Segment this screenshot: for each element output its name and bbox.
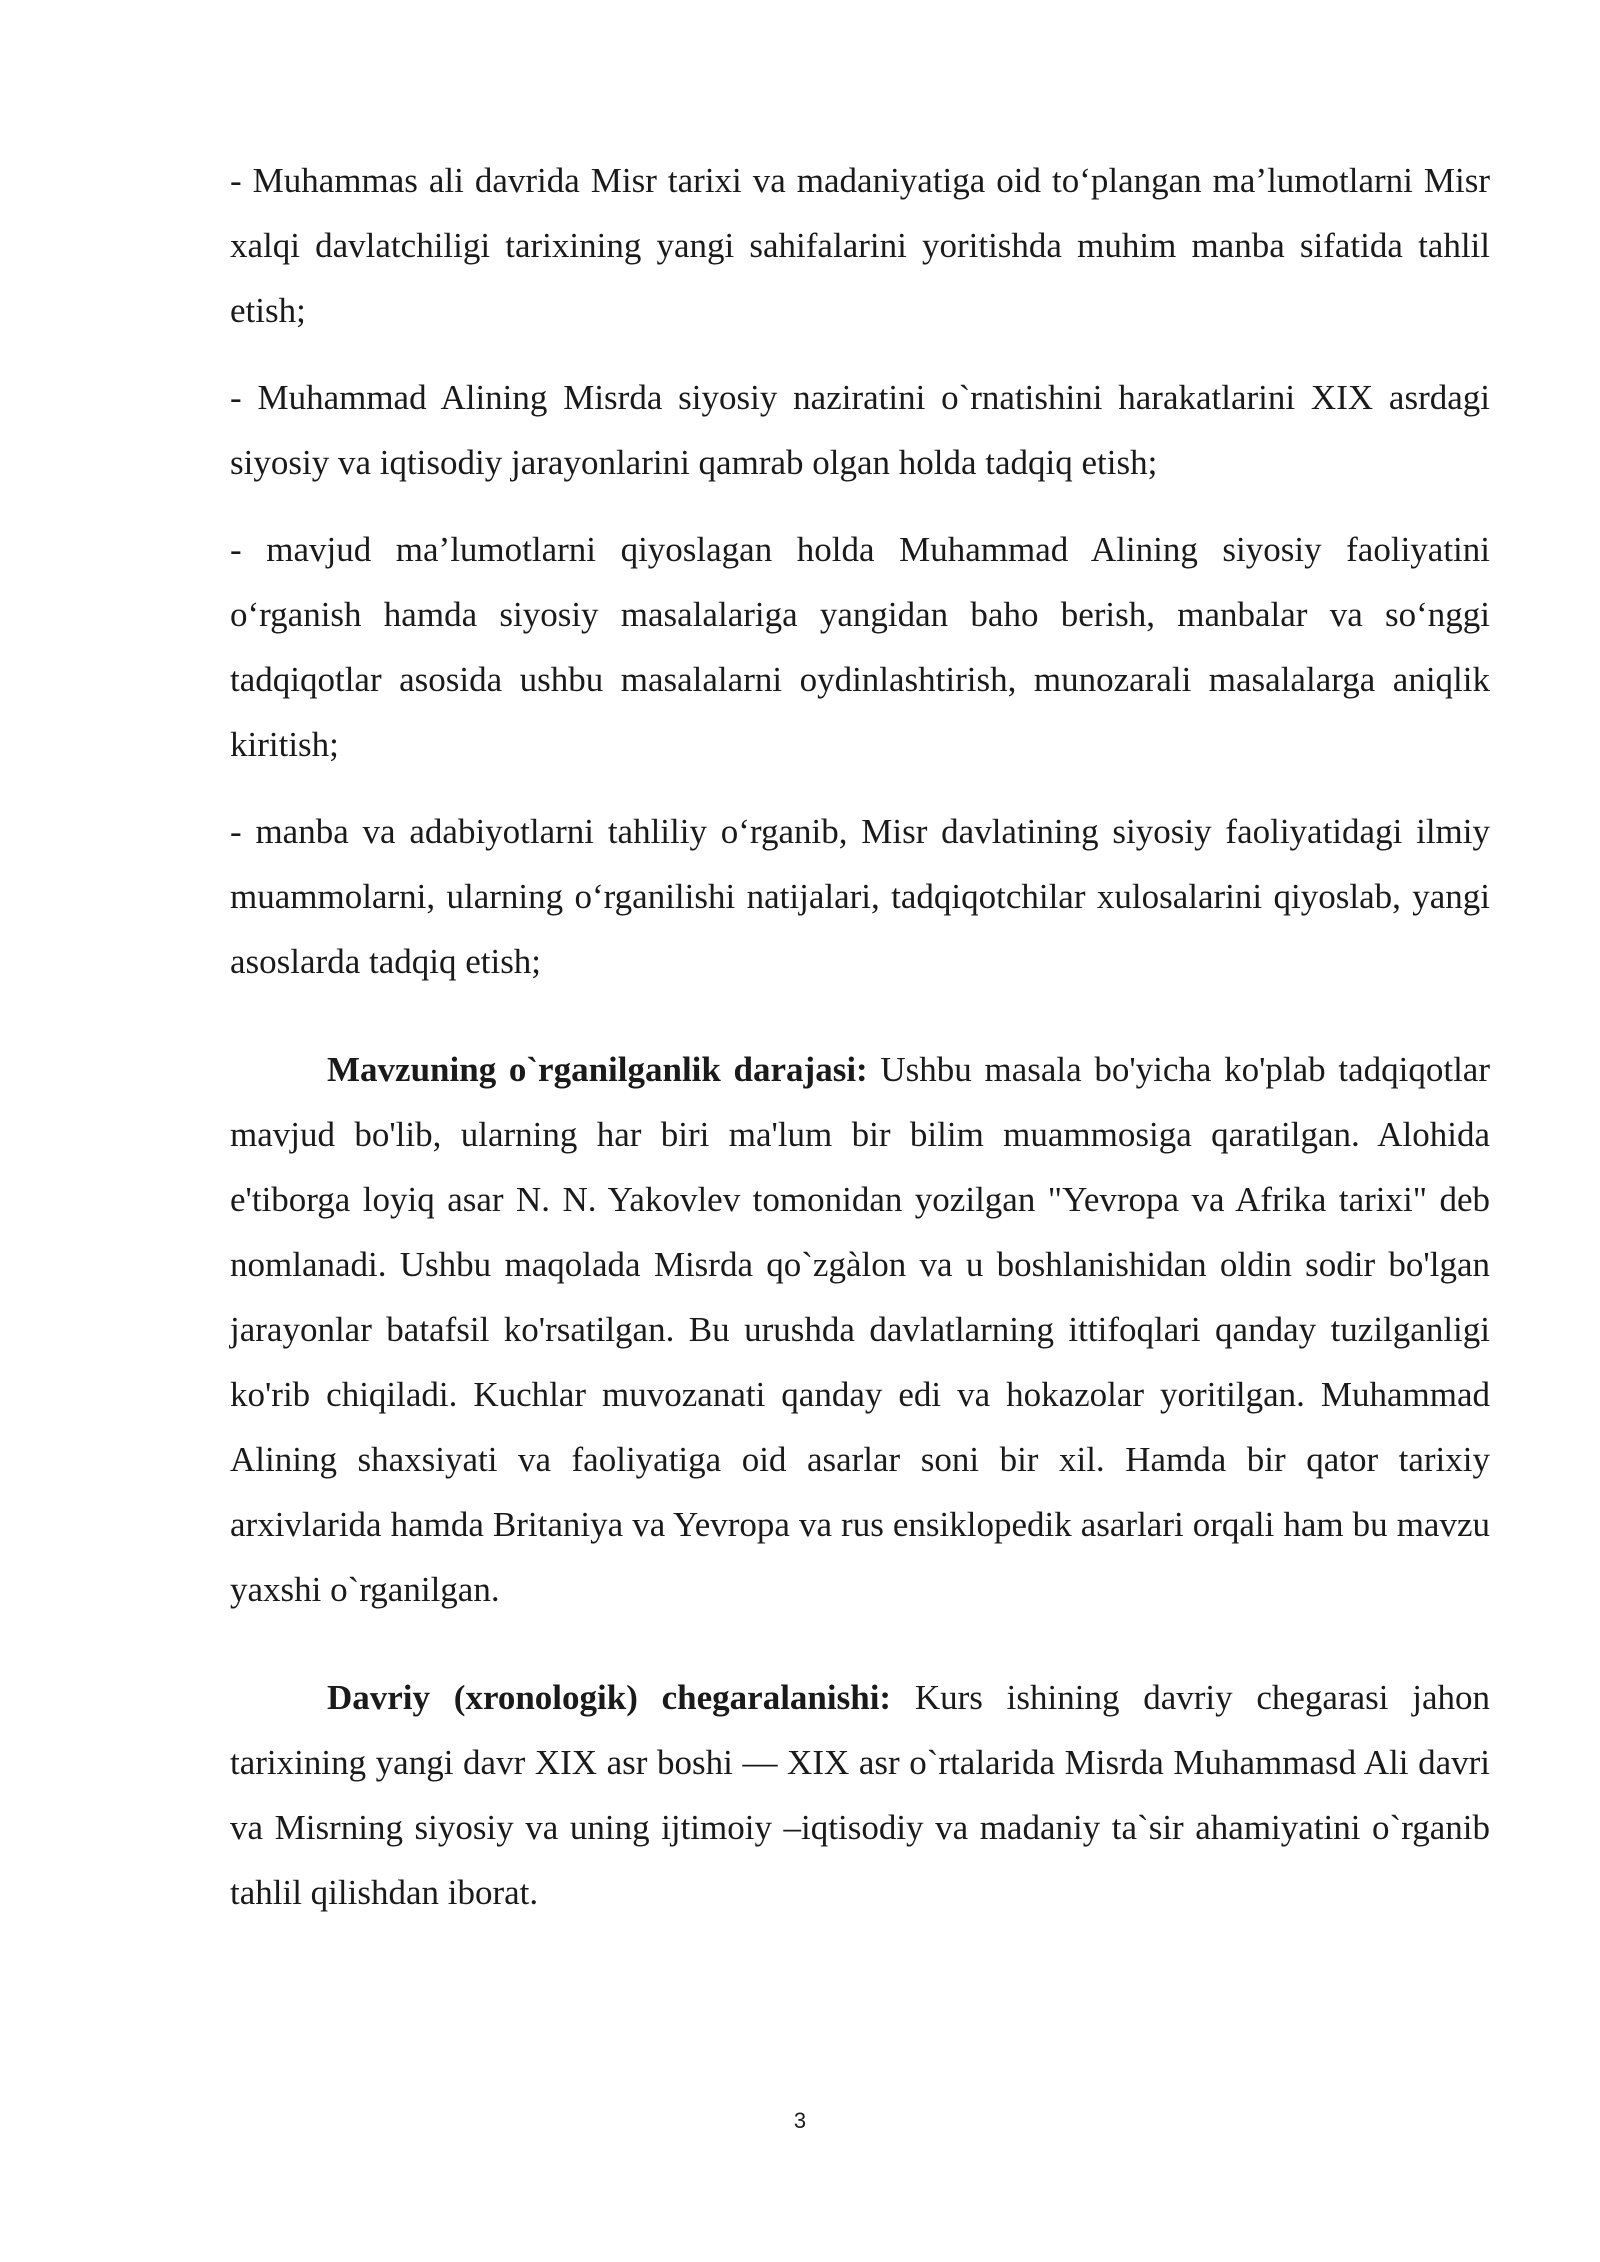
objective-item-2: - Muhammad Alining Misrda siyosiy naziratini o`rnatishini harakatlarini XIX asrdagi siyosiy va iqtisodiy jarayonlarini qamrab olgan holda tadqiq etish; (230, 378, 1490, 482)
chronology-heading: Davriy (xronologik) chegaralanishi: (327, 1678, 892, 1717)
study-level-text: Ushbu masala bo'yicha ko'plab tadqiqotlar mavjud bo'lib, ularning har biri ma'lum bir bilim muammosiga qaratilgan. Alohida e'tiborga loyiq asar N. N. Yakovlev tomonidan yozilgan "Yevropa va Afrika tarixi" deb nomlanadi. Ushbu maqolada Misrda qo`zgàlon va u boshlanishidan oldin sodir bo'lgan jarayonlar batafsil ko'rsatilgan. Bu urushda davlatlarning ittifoqlari qanday tuzilganligi ko'rib chiqiladi. Kuchlar muvozanati qanday edi va hokazolar yoritilgan. Muhammad Alining shaxsiyati va faoliyatiga oid asarlar soni bir xil. Hamda bir qator tarixiy arxivlarida hamda Britaniya va Yevropa va rus ensiklopedik asarlari orqali ham bu mavzu yaxshi o`rganilgan. (230, 1050, 1490, 1609)
document-body (230, 148, 1490, 1925)
objective-item-4: - manba va adabiyotlarni tahliliy o‘rganib, Misr davlatining siyosiy faoliyatidagi ilmiy muammolarni, ularning o‘rganilishi natijalari, tadqiqotchilar xulosalarini qiyoslab, yangi asoslarda tadqiq etish; (230, 812, 1490, 981)
study-level-paragraph (230, 1037, 1490, 1622)
chronology-text: Kurs ishining davriy chegarasi jahon tarixining yangi davr XIX asr boshi — XIX asr o`rtalarida Misrda Muhammasd Ali davri va Misrning siyosiy va uning ijtimoiy –iqtisodiy va madaniy ta`sir ahamiyatini o`rganib tahlil qilishdan iborat. (230, 1678, 1491, 1912)
objective-item-3: - mavjud ma’lumotlarni qiyoslagan holda Muhammad Alining siyosiy faoliyatini o‘rganish hamda siyosiy masalalariga yangidan baho berish, manbalar va so‘nggi tadqiqotlar asosida ushbu masalalarni oydinlashtirish, munozarali masalalarga aniqlik kiritish; (230, 530, 1490, 764)
page-number: 3 (793, 2108, 807, 2133)
study-level-heading: Mavzuning o`rganilganlik darajasi: (327, 1050, 868, 1089)
chronology-paragraph (230, 1665, 1490, 1925)
objective-item-1: - Muhammas ali davrida Misr tarixi va madaniyatiga oid to‘plangan ma’lumotlarni Misr xalqi davlatchiligi tarixining yangi sahifalarini yoritishda muhim manba sifatida tahlil etish; (230, 161, 1490, 330)
